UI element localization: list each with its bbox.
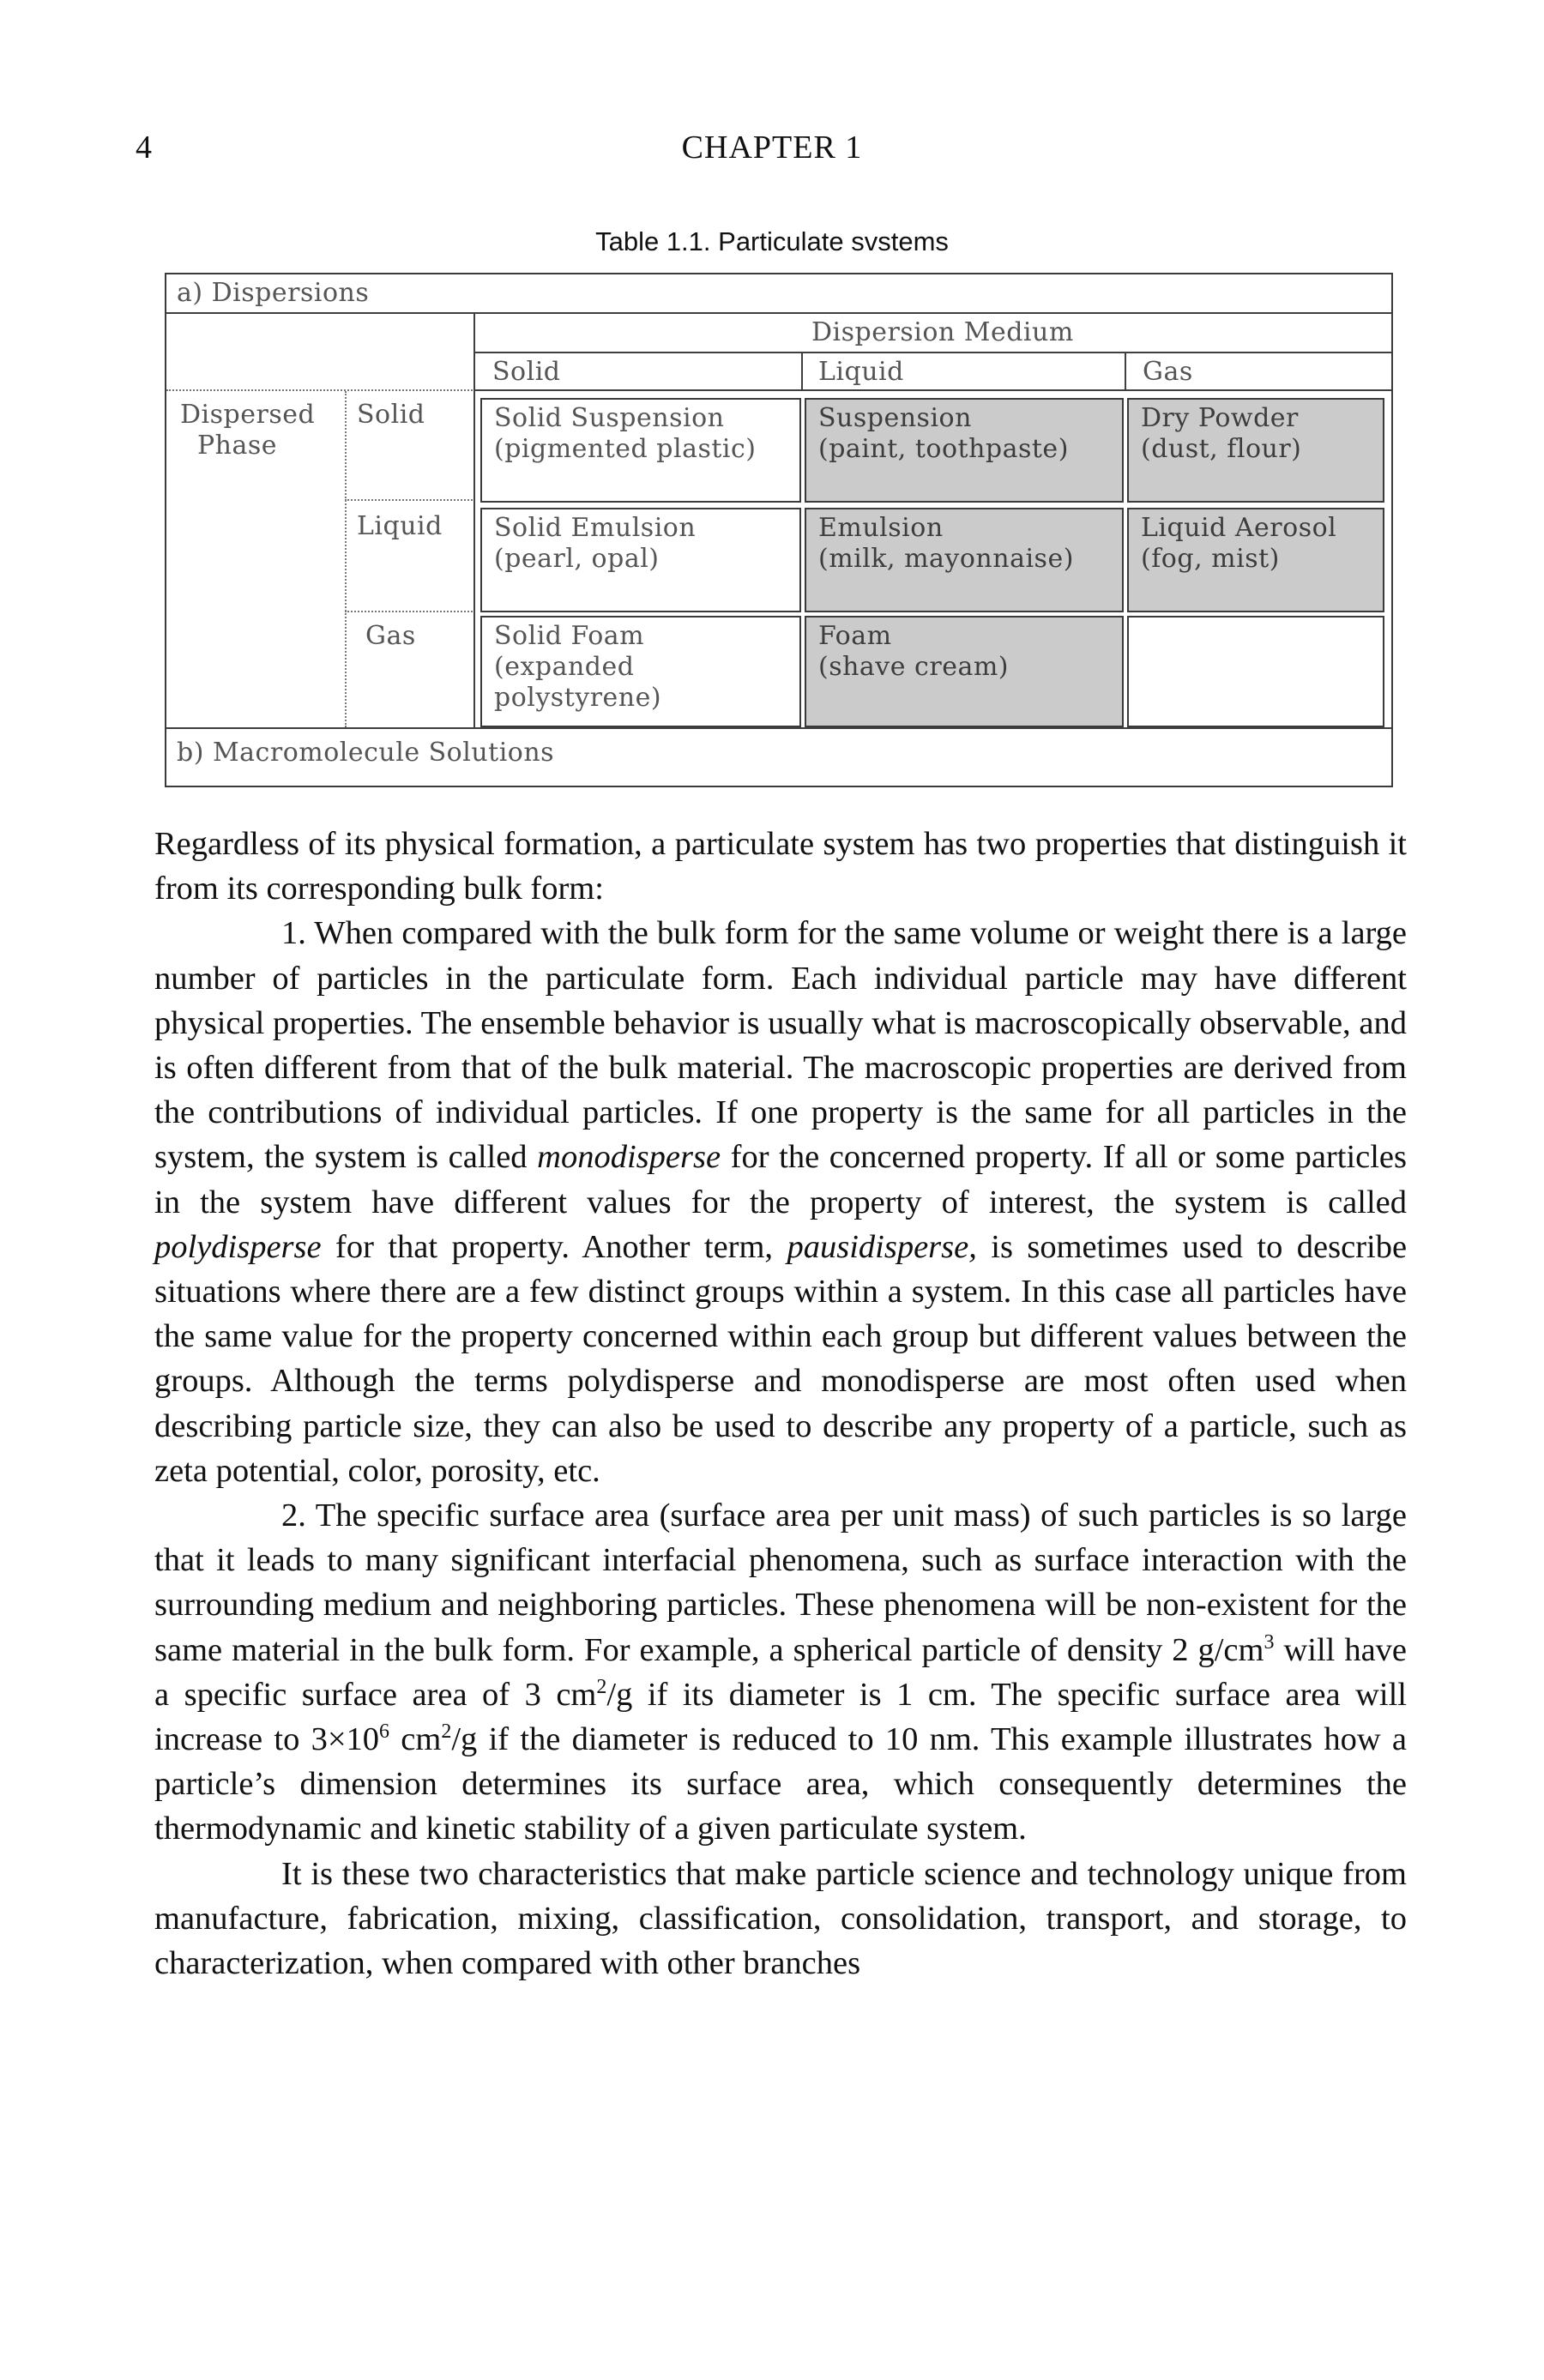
cell-dry-powder [1127,398,1384,503]
cell-solid-foam [480,616,801,727]
table-rule [475,389,1391,391]
superscript: 3 [1264,1630,1275,1654]
particulate-systems-table [165,273,1393,787]
superscript: 6 [379,1720,390,1744]
cell-name: Suspension [818,403,972,433]
text-run: cm [389,1721,442,1758]
column-header-liquid: Liquid [818,357,904,387]
term-polydisperse: polydisperse [154,1228,322,1265]
cell-solid-emulsion [480,508,801,612]
text-run: /g if its diameter is 1 cm. The specific surface area will increase to 3×10 [154,1676,1407,1758]
text-run: for that property. Another term, [335,1228,774,1265]
row-header-liquid: Liquid [357,511,443,541]
cell-solid-suspension [480,398,801,503]
superscript: 2 [441,1720,452,1744]
body-text [154,822,1407,1985]
point-2-paragraph [154,1493,1407,1852]
cell-example-cont: polystyrene) [494,683,662,713]
table-rule [166,312,1391,314]
table-rule [345,499,475,501]
cell-name: Foam [818,621,892,651]
dispersed-phase-label [180,400,315,461]
table-rule [345,611,475,612]
term-monodisperse: monodisperse [537,1139,721,1176]
cell-name: Solid Suspension [494,403,725,433]
running-head-chapter: CHAPTER 1 [681,130,863,166]
table-rule [345,391,347,727]
text-run: is sometimes used to describe situations where there are a few distinct groups within a system. In this case all particles have the same value for the property concerned within each group but different values between the groups. Although the terms polydisperse and monodisperse are most often used when describing particle size, they can also be used to describe any property of a particle, such as zeta potential, color, porosity, etc. [154,1228,1408,1489]
column-header-gas: Gas [1143,357,1193,387]
text-run: for the concerned property. If all or some particles in the system have different values for the property of interest, the system is called [154,1139,1408,1220]
section-macromolecule-label: b) Macromolecule Solutions [177,738,555,768]
cell-name: Solid Foam [494,621,645,651]
dispersed-phase-line1: Dispersed [180,400,316,430]
text-run: /g if the diameter is reduced to 10 nm. This example illustrates how a particle’s dimension determines its surface area, which consequently determines the thermodynamic and kinetic stability of a given particulate system. [154,1721,1408,1847]
cell-example: (expanded [494,652,635,682]
cell-example: (dust, flour) [1141,434,1302,464]
cell-name: Dry Powder [1141,403,1299,433]
row-header-gas: Gas [365,621,416,651]
table-rule [166,389,475,391]
table-rule [166,727,1391,729]
text-run: will have a specific surface area of 3 cm [154,1631,1407,1713]
cell-example: (pearl, opal) [494,544,660,574]
cell-name: Emulsion [818,513,944,543]
text-run: 2. The specific surface area (surface area per unit mass) of such particles is so large that it leads to many significant interfacial phenomena, such as surface interaction with the surrounding medium and neighboring particles. These phenomena will be non-existent for the same material in the bulk form. For example, a spherical particle of density 2 g/cm [154,1497,1407,1668]
point-1-paragraph [154,911,1407,1493]
term-pausidisperse: pausidisperse, [787,1228,977,1265]
dispersion-medium-header: Dispersion Medium [811,317,1074,347]
cell-emulsion [805,508,1124,612]
cell-example: (milk, mayonnaise) [818,544,1074,574]
table-rule [475,352,1391,353]
cell-example: (shave cream) [818,652,1009,682]
cell-foam [805,616,1124,727]
cell-example: (paint, toothpaste) [818,434,1069,464]
cell-example: (fog, mist) [1141,544,1280,574]
column-header-solid: Solid [492,357,561,387]
cell-example: (pigmented plastic) [494,434,757,464]
table-rule [801,352,803,391]
intro-paragraph: Regardless of its physical formation, a particulate system has two properties that distinguish it from its corresponding bulk form: [154,826,1407,907]
table-rule [1125,352,1126,391]
cell-name: Liquid Aerosol [1141,513,1337,543]
dispersed-phase-line2: Phase [197,431,278,461]
section-dispersions-label: a) Dispersions [177,278,370,308]
cell-name: Solid Emulsion [494,513,697,543]
table-caption: Table 1.1. Particulate svstems [595,226,949,256]
cell-suspension [805,398,1124,503]
cell-liquid-aerosol [1127,508,1384,612]
page-number: 4 [136,130,152,166]
closing-paragraph: It is these two characteristics that make particle science and technology unique from manufacture, fabrication, mixing, classification, consolidation, transport, and storage, to characterization, when compared with other branches [154,1855,1407,1982]
row-header-solid: Solid [357,400,425,430]
table-rule [473,312,475,727]
superscript: 2 [596,1676,607,1699]
cell-empty-gas-gas [1127,616,1384,727]
text-run: 1. When compared with the bulk form for the same volume or weight there is a large number of particles in the particulate form. Each individual particle may have different physical properties. The ensemble behavior is usually what is macroscopically observable, and is often different from that of the bulk material. The macroscopic properties are derived from the contributions of individual particles. If one property is the same for all particles in the system, the system is called [154,915,1407,1176]
